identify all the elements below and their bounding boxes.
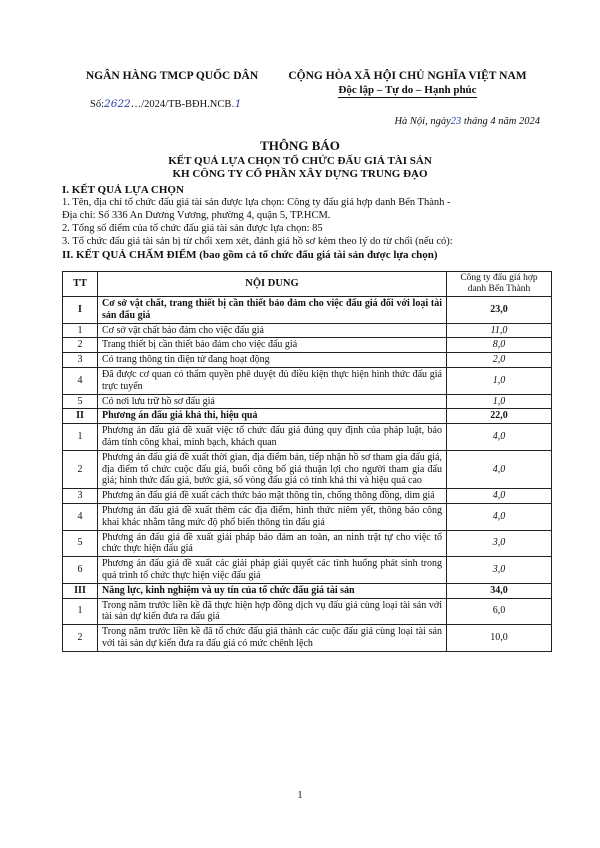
table-group-row (63, 297, 552, 324)
row-score: 3,0 (447, 557, 552, 584)
notice-subtitle: KẾT QUẢ LỰA CHỌN TỔ CHỨC ĐẤU GIÁ TÀI SẢN (168, 155, 432, 167)
row-content: Đã được cơ quan có thẩm quyền phê duyệt đủ điều kiện thực hiện hình thức đấu giá trực tuyến (98, 367, 447, 394)
row-tt: 6 (63, 557, 98, 584)
table-row (63, 489, 552, 504)
table-group-row (63, 409, 552, 424)
table-body (63, 297, 552, 652)
row-content: Trong năm trước liền kề đã tổ chức đấu giá thành các cuộc đấu giá cùng loại tài sản với tài sản dự kiến đưa ra đấu giá có mức chênh lệch (98, 625, 447, 652)
date-hand-day: 23 (450, 116, 462, 127)
row-content: Cơ sở vật chất, trang thiết bị cần thiết bảo đảm cho việc đấu giá đối với loại tài sản đấu giá (98, 297, 447, 324)
doc-prefix: Số: (90, 99, 105, 110)
row-tt: 2 (63, 625, 98, 652)
section-1-line: 3. Tổ chức đấu giá tài sản bị từ chối xem xét, đánh giá hồ sơ kèm theo lý do từ chối (nếu có): (62, 236, 453, 247)
row-score: 23,0 (447, 297, 552, 324)
row-score: 4,0 (447, 450, 552, 488)
row-tt: II (63, 409, 98, 424)
table-row (63, 367, 552, 394)
row-content: Phương án đấu giá đề xuất thời gian, địa điểm bán, tiếp nhận hồ sơ tham gia đấu giá, địa điểm tổ chức cuộc đấu giá, buổi công bố giá thuận lợi cho người tham gia đấu giá; hình thức đấu giá, bước giá, số vòng đấu giá có tính khả thi và hiệu quả cao (98, 450, 447, 488)
row-tt: 4 (63, 367, 98, 394)
section-1-line: 1. Tên, địa chỉ tổ chức đấu giá tài sản được lựa chọn: Công ty đấu giá hợp danh Bến Thành - (62, 197, 451, 208)
row-tt: 4 (63, 503, 98, 530)
row-content: Phương án đấu giá khả thi, hiệu quả (98, 409, 447, 424)
row-content: Có trang thông tin điện tử đang hoạt động (98, 353, 447, 368)
row-tt: 5 (63, 394, 98, 409)
table-row (63, 625, 552, 652)
table-row (63, 338, 552, 353)
motto: Độc lập – Tự do – Hạnh phúc (338, 84, 477, 96)
doc-hand-number: 2622 (104, 98, 131, 110)
table-row (63, 598, 552, 625)
row-content: Có nơi lưu trữ hồ sơ đấu giá (98, 394, 447, 409)
row-tt: III (63, 583, 98, 598)
table-row (63, 557, 552, 584)
nation-title: CỘNG HÒA XÃ HỘI CHỦ NGHĨA VIỆT NAM (288, 70, 527, 82)
table-row (63, 353, 552, 368)
row-content: Năng lực, kinh nghiệm và uy tín của tổ chức đấu giá tài sản (98, 583, 447, 598)
score-table (62, 271, 552, 652)
header-content: NỘI DUNG (98, 272, 447, 297)
table-row (63, 530, 552, 557)
row-tt: 1 (63, 323, 98, 338)
row-score: 4,0 (447, 503, 552, 530)
table-row (63, 503, 552, 530)
row-tt: 2 (63, 450, 98, 488)
row-score: 2,0 (447, 353, 552, 368)
row-tt: 5 (63, 530, 98, 557)
row-tt: 3 (63, 353, 98, 368)
table-header-row (63, 272, 552, 297)
table-row (63, 323, 552, 338)
row-tt: I (63, 297, 98, 324)
table-row (63, 450, 552, 488)
row-score: 3,0 (447, 530, 552, 557)
row-score: 34,0 (447, 583, 552, 598)
row-score: 22,0 (447, 409, 552, 424)
row-score: 11,0 (447, 323, 552, 338)
page-number: 1 (297, 790, 303, 801)
date-prefix: Hà Nội, ngày (394, 116, 451, 127)
section-2-heading: II. KẾT QUẢ CHẤM ĐIỂM (bao gồm cả tổ chức đấu giá tài sản được lựa chọn) (62, 249, 438, 261)
date-suffix: tháng 4 năm 2024 (463, 116, 540, 127)
row-content: Cơ sở vật chất bảo đảm cho việc đấu giá (98, 323, 447, 338)
organization-name: NGÂN HÀNG TMCP QUỐC DÂN (85, 70, 259, 82)
table-row (63, 424, 552, 451)
row-score: 4,0 (447, 424, 552, 451)
row-score: 6,0 (447, 598, 552, 625)
row-content: Phương án đấu giá đề xuất giải pháp bảo đảm an toàn, an ninh trật tự cho việc tổ chức thực hiện đấu giá (98, 530, 447, 557)
row-score: 1,0 (447, 367, 552, 394)
section-1-heading: I. KẾT QUẢ LỰA CHỌN (62, 184, 184, 196)
header-tt: TT (63, 272, 98, 297)
row-tt: 1 (63, 598, 98, 625)
row-score: 8,0 (447, 338, 552, 353)
notice-title: THÔNG BÁO (260, 138, 340, 153)
header-score: Công ty đấu giá hợp danh Bến Thành (447, 272, 552, 297)
row-content: Phương án đấu giá đề xuất các giải pháp giải quyết các tình huống phát sinh trong quá trình tổ chức thực hiện việc đấu giá (98, 557, 447, 584)
row-score: 4,0 (447, 489, 552, 504)
row-content: Phương án đấu giá đề xuất thêm các địa điểm, hình thức niêm yết, thông báo công khai khác nhằm tăng mức độ phổ biến thông tin đấu giá (98, 503, 447, 530)
row-content: Trong năm trước liền kề đã thực hiện hợp đồng dịch vụ đấu giá cùng loại tài sản với tài sản dự kiến đưa ra đấu giá (98, 598, 447, 625)
row-content: Trang thiết bị cần thiết bảo đảm cho việc đấu giá (98, 338, 447, 353)
document-date (394, 116, 540, 127)
notice-subject: KH CÔNG TY CỔ PHẦN XÂY DỰNG TRUNG ĐẠO (172, 168, 428, 180)
row-score: 1,0 (447, 394, 552, 409)
document-number (90, 98, 241, 110)
row-score: 10,0 (447, 625, 552, 652)
doc-hand-tail: .1 (231, 98, 242, 110)
section-1-line: 2. Tổng số điểm của tổ chức đấu giá tài sản được lựa chọn: 85 (62, 223, 323, 234)
doc-suffix: …/2024/TB-BĐH.NCB (130, 99, 232, 110)
national-header (275, 70, 540, 98)
table-group-row (63, 583, 552, 598)
row-tt: 2 (63, 338, 98, 353)
row-tt: 1 (63, 424, 98, 451)
row-content: Phương án đấu giá đề xuất cách thức bảo mật thông tin, chống thông đồng, dìm giá (98, 489, 447, 504)
table-row (63, 394, 552, 409)
row-content: Phương án đấu giá đề xuất việc tổ chức đấu giá đúng quy định của pháp luật, bảo đảm tính công khai, minh bạch, khách quan (98, 424, 447, 451)
row-tt: 3 (63, 489, 98, 504)
section-1-line: Địa chỉ: Số 336 An Dương Vương, phường 4, quận 5, TP.HCM. (62, 210, 331, 221)
